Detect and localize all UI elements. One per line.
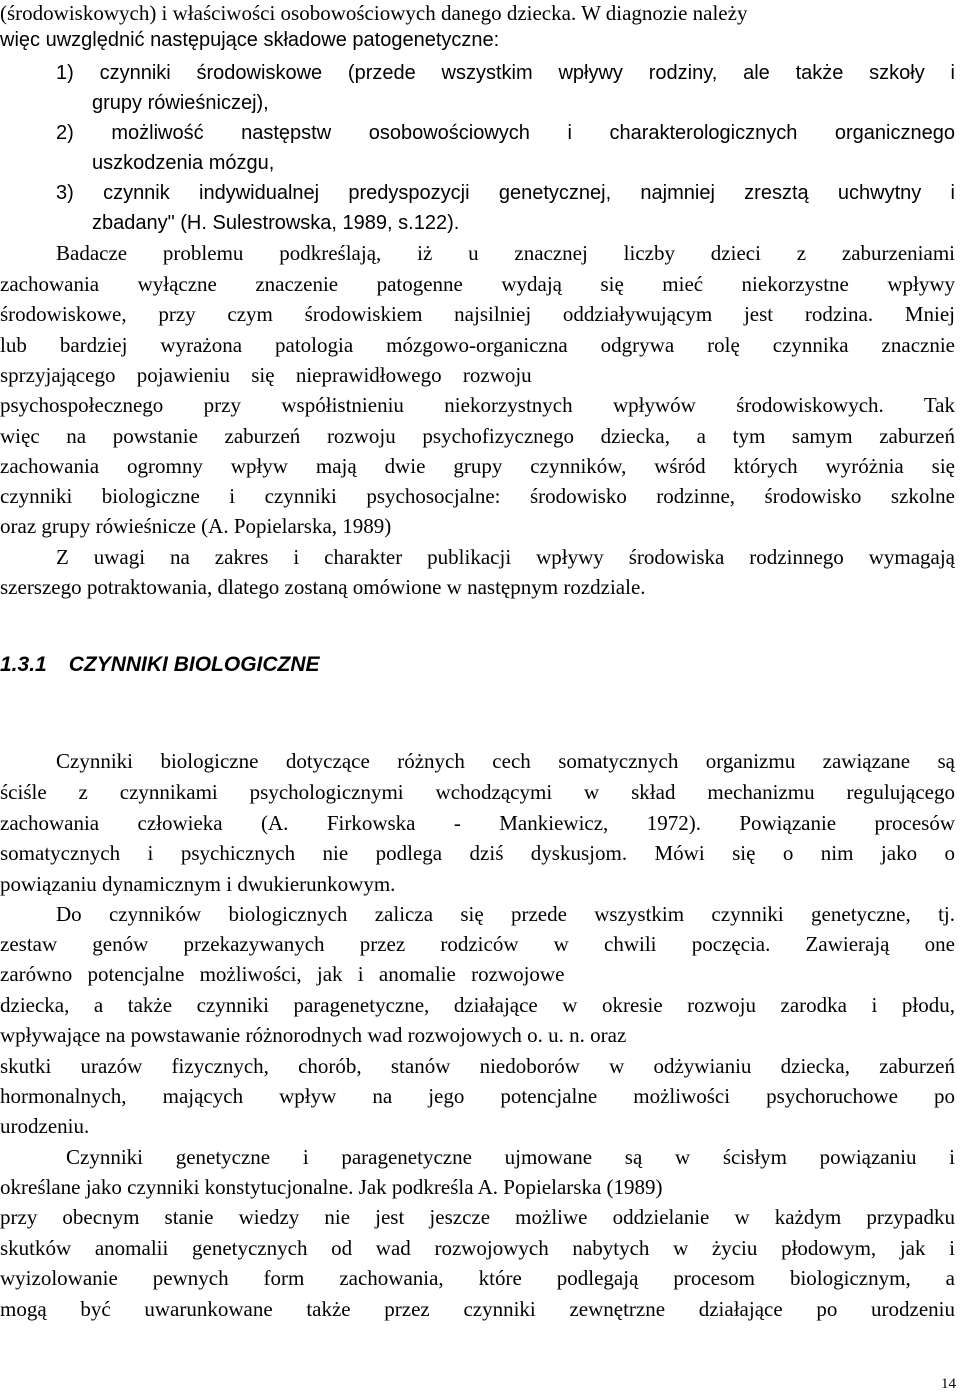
text-line: Badacze problemu podkreślają, iż u znacznej liczby dzieci z zaburzeniami <box>56 241 955 265</box>
text-line: Z uwagi na zakres i charakter publikacji wpływy środowiska rodzinnego wymagają <box>56 545 955 569</box>
text-line: wyizolowanie pewnych form zachowania, które podlegają procesom biologicznym, a <box>0 1266 955 1290</box>
text-line: zachowania wyłączne znaczenie patogenne wydają się mieć niekorzystne wpływy <box>0 272 955 296</box>
text-line: psychospołecznego przy współistnieniu niekorzystnych wpływów środowiskowych. Tak <box>0 393 955 417</box>
section-heading <box>0 652 320 678</box>
text-line: urodzeniu. <box>0 1114 90 1138</box>
text-line: (środowiskowych) i właściwości osobowościowych danego dziecka. W diagnozie należy <box>0 1 748 25</box>
list-item-2: 2) możliwość następstw osobowościowych i charakterologicznych organicznego <box>56 122 955 144</box>
text-line: hormonalnych, mających wpływ na jego potencjalne możliwości psychoruchowe po <box>0 1084 955 1108</box>
text-line: oraz grupy rówieśnicze (A. Popielarska, 1989) <box>0 514 392 538</box>
list-item-1: 1) czynniki środowiskowe (przede wszystkim wpływy rodziny, ale także szkoły i <box>56 62 955 84</box>
text-line: szerszego potraktowania, dlatego zostaną omówione w następnym rozdziale. <box>0 575 646 599</box>
text-line: czynniki biologiczne i czynniki psychosocjalne: środowisko rodzinne, środowisko szkolne <box>0 484 955 508</box>
text-line: sprzyjającego pojawieniu się nieprawidłowego rozwoju <box>0 363 532 387</box>
list-item-3-cont: zbadany" (H. Sulestrowska, 1989, s.122). <box>92 212 460 234</box>
text-line: powiązaniu dynamicznym i dwukierunkowym. <box>0 872 396 896</box>
list-item-1-cont: grupy rówieśniczej), <box>92 92 269 114</box>
text-line: więc na powstanie zaburzeń rozwoju psychofizycznego dziecka, a tym samym zaburzeń <box>0 424 955 448</box>
text-line: somatycznych i psychicznych nie podlega dziś dyskusjom. Mówi się o nim jako o <box>0 841 955 865</box>
text-line: określane jako czynniki konstytucjonalne. Jak podkreśla A. Popielarska (1989) <box>0 1175 663 1199</box>
text-line: zarówno potencjalne możliwości, jak i anomalie rozwojowe <box>0 962 565 986</box>
text-line: lub bardziej wyrażona patologia mózgowo-organiczna odgrywa rolę czynnika znacznie <box>0 333 955 357</box>
text-line: więc uwzględnić następujące składowe patogenetyczne: <box>0 29 500 51</box>
text-line: dziecka, a także czynniki paragenetyczne, działające w okresie rozwoju zarodka i płodu, <box>0 993 955 1017</box>
text-line: Czynniki genetyczne i paragenetyczne ujmowane są w ścisłym powiązaniu i <box>66 1145 955 1169</box>
text-line: zachowania ogromny wpływ mają dwie grupy czynników, wśród których wyróżnia się <box>0 454 955 478</box>
text-line: środowiskowe, przy czym środowiskiem najsilniej oddziaływującym jest rodzina. Mniej <box>0 302 955 326</box>
text-line: ściśle z czynnikami psychologicznymi wchodzącymi w skład mechanizmu regulującego <box>0 780 955 804</box>
text-line: przy obecnym stanie wiedzy nie jest jeszcze możliwe oddzielanie w każdym przypadku <box>0 1205 955 1229</box>
text-line: zestaw genów przekazywanych przez rodziców w chwili poczęcia. Zawierają one <box>0 932 955 956</box>
text-line: Czynniki biologiczne dotyczące różnych cech somatycznych organizmu zawiązane są <box>56 749 955 773</box>
section-number: 1.3.1 <box>0 653 47 676</box>
text-line: Do czynników biologicznych zalicza się przede wszystkim czynniki genetyczne, tj. <box>56 902 955 926</box>
page-number: 14 <box>941 1376 956 1392</box>
list-item-2-cont: uszkodzenia mózgu, <box>92 152 275 174</box>
list-item-3: 3) czynnik indywidualnej predyspozycji genetycznej, najmniej zresztą uchwytny i <box>56 182 955 204</box>
text-line: skutki urazów fizycznych, chorób, stanów niedoborów w odżywianiu dziecka, zaburzeń <box>0 1054 955 1078</box>
text-line: zachowania człowieka (A. Firkowska - Mankiewicz, 1972). Powiązanie procesów <box>0 811 955 835</box>
text-line: skutków anomalii genetycznych od wad rozwojowych nabytych w życiu płodowym, jak i <box>0 1236 955 1260</box>
section-title: CZYNNIKI BIOLOGICZNE <box>68 653 320 676</box>
text-line: mogą być uwarunkowane także przez czynniki zewnętrzne działające po urodzeniu <box>0 1297 955 1321</box>
text-line: wpływające na powstawanie różnorodnych wad rozwojowych o. u. n. oraz <box>0 1023 627 1047</box>
